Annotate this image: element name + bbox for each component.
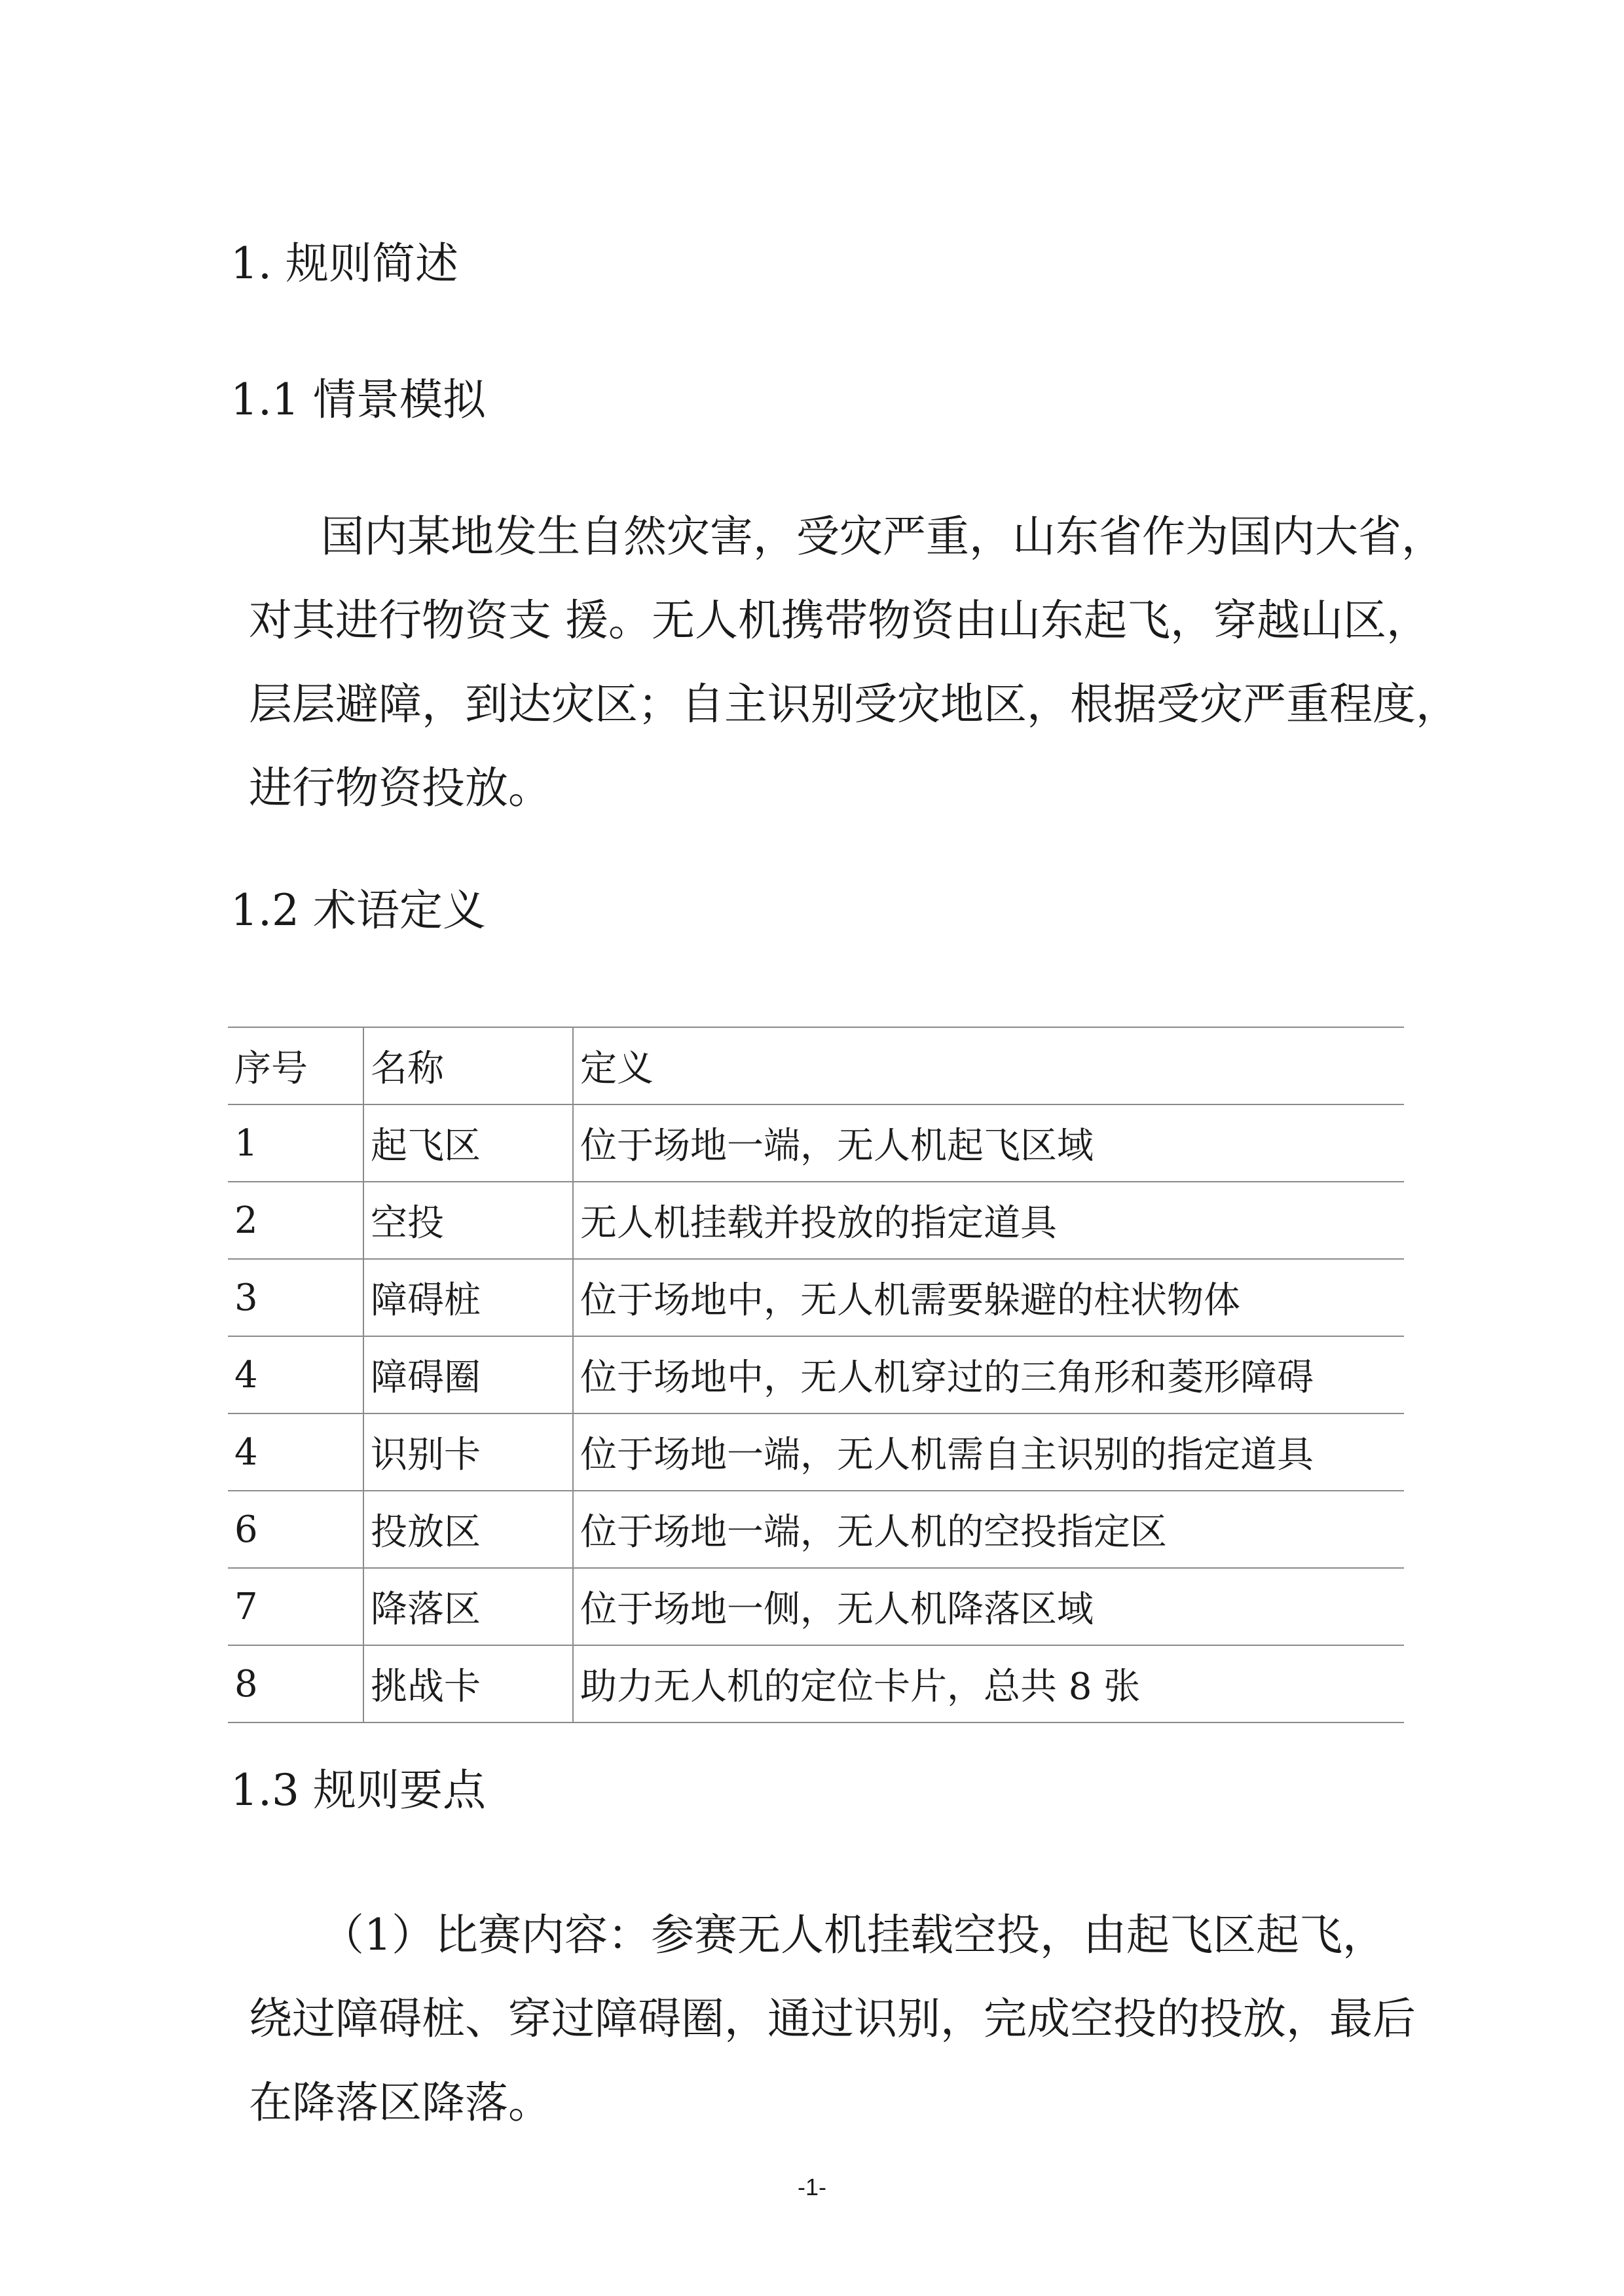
cell-index: 4 <box>228 1413 363 1491</box>
cell-definition: 无人机挂载并投放的指定道具 <box>573 1182 1404 1259</box>
section-heading-1: 1. 规则简述 <box>231 238 458 289</box>
paragraph-line: 进行物资投放。 <box>249 763 551 813</box>
paragraph-line: 层层避障，到达灾区；自主识别受灾地区，根据受灾严重程度， <box>249 679 1459 729</box>
header-name: 名称 <box>363 1027 573 1104</box>
rules-paragraph <box>249 1893 1421 2145</box>
cell-index: 6 <box>228 1491 363 1568</box>
cell-name: 降落区 <box>363 1568 573 1645</box>
cell-name: 空投 <box>363 1182 573 1259</box>
paragraph-line: 对其进行物资支 援。无人机携带物资由山东起飞，穿越山区， <box>249 595 1430 646</box>
section-heading-1-3: 1.3 规则要点 <box>231 1765 486 1815</box>
table-row <box>228 1568 1404 1645</box>
cell-index: 1 <box>228 1104 363 1182</box>
table-header-row <box>228 1027 1404 1104</box>
table-row <box>228 1413 1404 1491</box>
paragraph-line: 在降落区降落。 <box>249 2077 551 2128</box>
cell-definition: 位于场地中，无人机穿过的三角形和菱形障碍 <box>573 1336 1404 1413</box>
section-heading-1-2: 1.2 术语定义 <box>231 885 486 936</box>
terms-table <box>228 1027 1404 1723</box>
cell-name: 障碍圈 <box>363 1336 573 1413</box>
paragraph-line: 绕过障碍桩、穿过障碍圈，通过识别，完成空投的投放，最后 <box>249 1994 1416 2044</box>
paragraph-line: 国内某地发生自然灾害，受灾严重，山东省作为国内大省， <box>321 511 1445 562</box>
table-row <box>228 1336 1404 1413</box>
header-index: 序号 <box>228 1027 363 1104</box>
cell-name: 起飞区 <box>363 1104 573 1182</box>
cell-definition: 位于场地一端，无人机起飞区域 <box>573 1104 1404 1182</box>
cell-definition: 位于场地一端，无人机需自主识别的指定道具 <box>573 1413 1404 1491</box>
table-row <box>228 1491 1404 1568</box>
cell-name: 识别卡 <box>363 1413 573 1491</box>
cell-name: 障碍桩 <box>363 1259 573 1336</box>
cell-name: 挑战卡 <box>363 1645 573 1722</box>
cell-definition: 位于场地中，无人机需要躲避的柱状物体 <box>573 1259 1404 1336</box>
cell-index: 2 <box>228 1182 363 1259</box>
cell-index: 7 <box>228 1568 363 1645</box>
page-number: -1- <box>798 2174 826 2200</box>
table-row <box>228 1182 1404 1259</box>
cell-definition: 位于场地一侧，无人机降落区域 <box>573 1568 1404 1645</box>
cell-index: 4 <box>228 1336 363 1413</box>
cell-index: 3 <box>228 1259 363 1336</box>
table-row <box>228 1104 1404 1182</box>
cell-definition: 助力无人机的定位卡片，总共 8 张 <box>573 1645 1404 1722</box>
section-heading-1-1: 1.1 情景模拟 <box>231 374 486 425</box>
cell-name: 投放区 <box>363 1491 573 1568</box>
table-row <box>228 1259 1404 1336</box>
paragraph-line: （1）比赛内容：参赛无人机挂载空投，由起飞区起飞， <box>321 1910 1386 1960</box>
header-definition: 定义 <box>573 1027 1404 1104</box>
scenario-paragraph <box>249 495 1459 830</box>
cell-index: 8 <box>228 1645 363 1722</box>
cell-definition: 位于场地一端，无人机的空投指定区 <box>573 1491 1404 1568</box>
table-row <box>228 1645 1404 1722</box>
